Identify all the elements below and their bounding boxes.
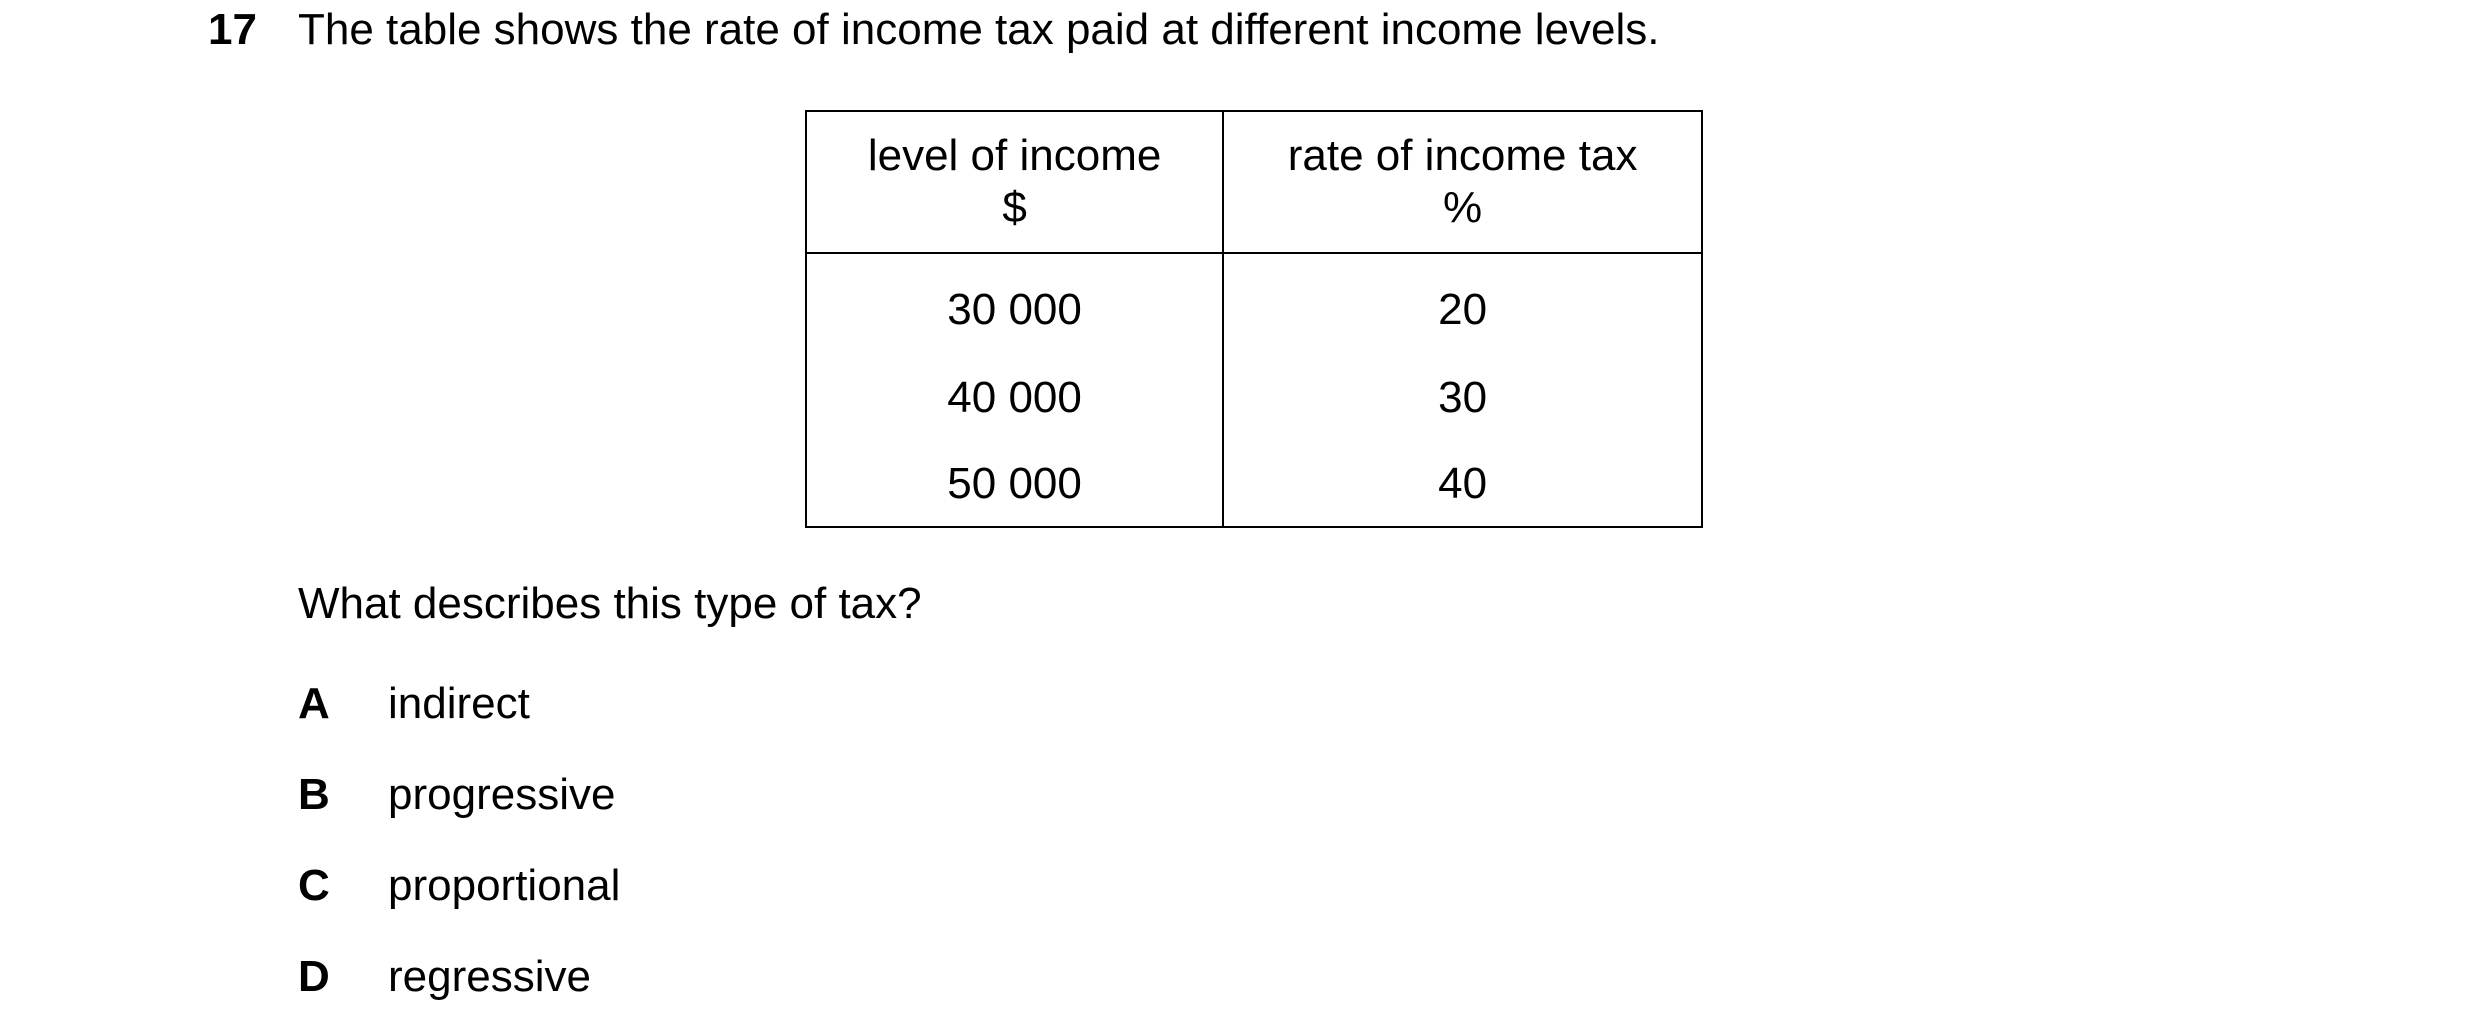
rate-cell: 20 (1223, 253, 1702, 354)
option-letter: C (298, 861, 330, 910)
header-rate-of-income-tax (1223, 111, 1702, 253)
rate-cell: 40 (1223, 442, 1702, 527)
option-c[interactable] (298, 860, 620, 912)
question-number: 17 (208, 5, 257, 54)
option-letter: D (298, 952, 330, 1001)
option-text: proportional (388, 861, 621, 910)
table-row (806, 442, 1702, 527)
table-header-row (806, 111, 1702, 253)
option-letter: A (298, 679, 330, 728)
income-cell: 40 000 (806, 354, 1223, 442)
header-unit: $ (1002, 183, 1027, 232)
option-b[interactable] (298, 769, 615, 821)
table-row (806, 354, 1702, 442)
rate-cell: 30 (1223, 354, 1702, 442)
question-stem: The table shows the rate of income tax paid at different income levels. (298, 5, 1660, 54)
income-cell: 50 000 (806, 442, 1223, 527)
header-level-of-income (806, 111, 1223, 253)
income-cell: 30 000 (806, 253, 1223, 354)
option-a[interactable] (298, 678, 530, 730)
header-label: rate of income tax (1287, 131, 1638, 180)
option-letter: B (298, 770, 330, 819)
option-text: regressive (388, 952, 591, 1001)
option-d[interactable] (298, 951, 591, 1003)
income-tax-table (805, 110, 1703, 528)
table-row (806, 253, 1702, 354)
header-unit: % (1443, 183, 1483, 232)
header-label: level of income (867, 131, 1162, 180)
option-text: indirect (388, 679, 530, 728)
option-text: progressive (388, 770, 616, 819)
question-prompt: What describes this type of tax? (298, 579, 922, 628)
